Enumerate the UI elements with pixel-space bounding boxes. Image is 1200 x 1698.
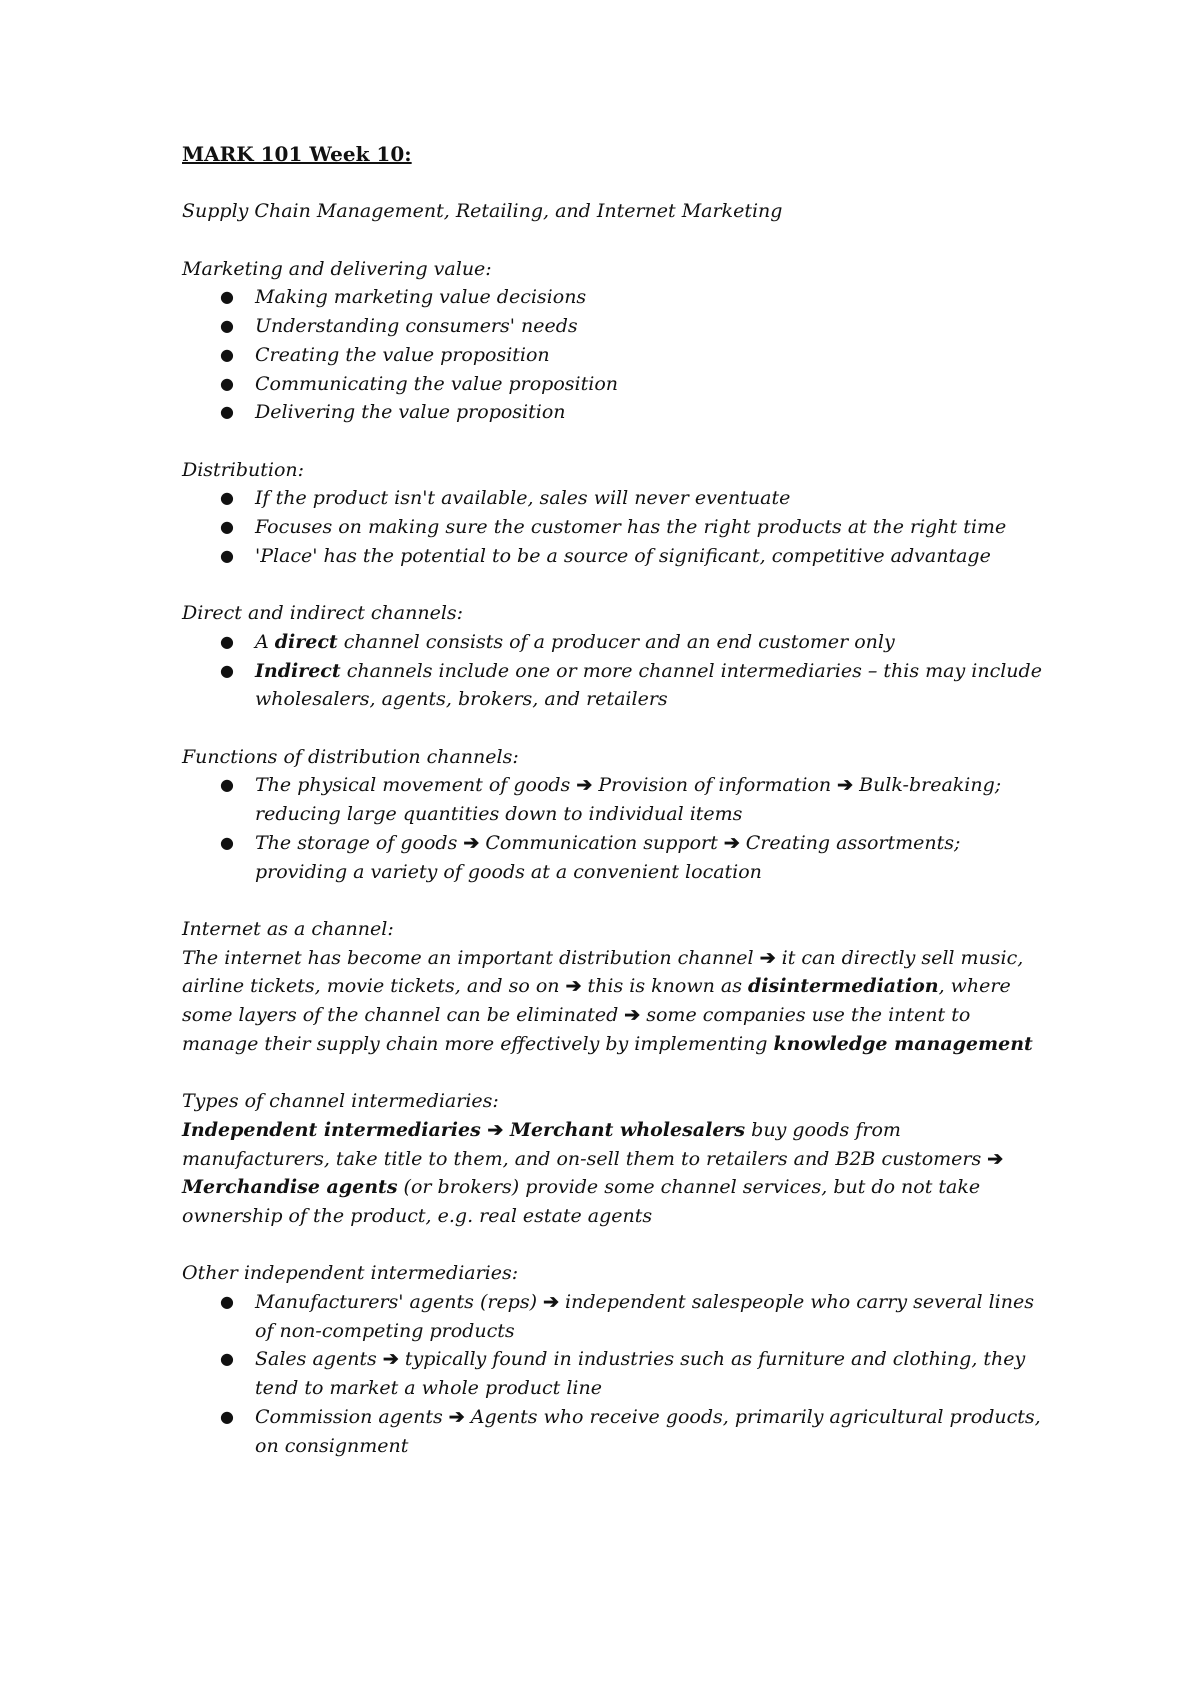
bullet-icon: ● — [220, 1406, 234, 1426]
arrow-right-icon: ➔ — [565, 975, 582, 998]
arrow-right-icon: ➔ — [543, 1291, 559, 1313]
list-item: ● The physical movement of goods ➔ Provision of information ➔ Bulk-breaking; reducing large quantities down to individual items — [182, 771, 1052, 828]
arrow-right-icon: ➔ — [448, 1405, 465, 1428]
bullet-icon: ● — [220, 344, 234, 364]
section-heading: Other independent intermediaries: — [182, 1262, 519, 1285]
list-item: ● If the product isn't available, sales will never eventuate — [182, 484, 1052, 513]
bullet-icon: ● — [220, 517, 234, 537]
section-heading: Internet as a channel: — [182, 917, 394, 940]
paragraph: Independent intermediaries ➔ Merchant wholesalers buy goods from manufacturers, take title to them, and on-sell them to retailers and B2B customers ➔ Merchandise agents (or brokers) provide some channel services, but do not take ownership of the product, e.g. real estate agents — [182, 1118, 1004, 1227]
bullet-icon: ● — [220, 775, 234, 795]
section-other — [182, 1259, 1052, 1460]
bullet-list — [182, 1288, 1052, 1460]
section-heading: Types of channel intermediaries: — [182, 1090, 499, 1113]
section-internet — [182, 915, 1052, 1059]
bullet-icon: ● — [220, 1349, 234, 1369]
arrow-right-icon: ➔ — [759, 946, 776, 969]
page-subtitle: Supply Chain Management, Retailing, and Internet Marketing — [182, 200, 783, 223]
list-item: ● A direct channel consists of a producer and an end customer only — [182, 628, 1052, 657]
bullet-list — [182, 283, 1052, 427]
list-item: ● Communicating the value proposition — [182, 370, 1052, 399]
bullet-icon: ● — [220, 832, 234, 852]
arrow-right-icon: ➔ — [624, 1004, 641, 1026]
list-item: ● Understanding consumers' needs — [182, 312, 1052, 341]
list-item: ● Sales agents ➔ typically found in industries such as furniture and clothing, they tend to market a whole product line — [182, 1345, 1052, 1402]
arrow-right-icon: ➔ — [837, 774, 854, 797]
arrow-right-icon: ➔ — [487, 1118, 504, 1141]
section-heading: Functions of distribution channels: — [182, 745, 519, 768]
arrow-right-icon: ➔ — [987, 1147, 1004, 1170]
section-distribution — [182, 456, 1052, 571]
arrow-right-icon: ➔ — [382, 1348, 399, 1371]
section-heading: Marketing and delivering value: — [182, 257, 492, 280]
list-item: ● Manufacturers' agents (reps) ➔ independent salespeople who carry several lines of non-competing products — [182, 1288, 1052, 1345]
list-item: ● Making marketing value decisions — [182, 283, 1052, 312]
bullet-icon: ● — [220, 488, 234, 508]
section-heading: Distribution: — [182, 458, 305, 481]
list-item: ● Creating the value proposition — [182, 341, 1052, 370]
arrow-right-icon: ➔ — [723, 831, 740, 854]
bullet-icon: ● — [220, 402, 234, 422]
document-page — [182, 140, 1052, 1489]
bullet-icon: ● — [220, 1292, 234, 1311]
bullet-icon: ● — [220, 373, 234, 393]
bullet-icon: ● — [220, 631, 234, 651]
bullet-list — [182, 771, 1052, 886]
bullet-icon: ● — [220, 287, 234, 307]
bullet-icon: ● — [220, 545, 234, 565]
bullet-icon: ● — [220, 316, 234, 336]
bullet-list — [182, 628, 1052, 714]
section-heading: Direct and indirect channels: — [182, 602, 464, 625]
bullet-list — [182, 484, 1052, 570]
list-item: ● Delivering the value proposition — [182, 398, 1052, 427]
list-item: ● Focuses on making sure the customer has the right products at the right time — [182, 513, 1052, 542]
list-item: ● Indirect channels include one or more channel intermediaries – this may include wholesalers, agents, brokers, and retailers — [182, 657, 1052, 714]
paragraph: The internet has become an important distribution channel ➔ it can directly sell music, airline tickets, movie tickets, and so on ➔ this is known as disintermediation, where some layers of the channel can be eliminated ➔ some companies use the intent to manage their supply chain more effectively by implementing knowledge management — [182, 946, 1033, 1055]
section-types — [182, 1087, 1052, 1231]
list-item: ● The storage of goods ➔ Communication support ➔ Creating assortments; providing a variety of goods at a convenient location — [182, 829, 1052, 886]
arrow-right-icon: ➔ — [576, 774, 593, 797]
list-item: ● 'Place' has the potential to be a source of significant, competitive advantage — [182, 542, 1052, 571]
arrow-right-icon: ➔ — [463, 831, 480, 854]
section-functions — [182, 743, 1052, 887]
page-title: MARK 101 Week 10: — [182, 142, 412, 166]
bullet-icon: ● — [220, 660, 234, 680]
section-channels — [182, 599, 1052, 714]
section-marketing — [182, 255, 1052, 427]
list-item: ● Commission agents ➔ Agents who receive goods, primarily agricultural products, on consignment — [182, 1403, 1052, 1460]
